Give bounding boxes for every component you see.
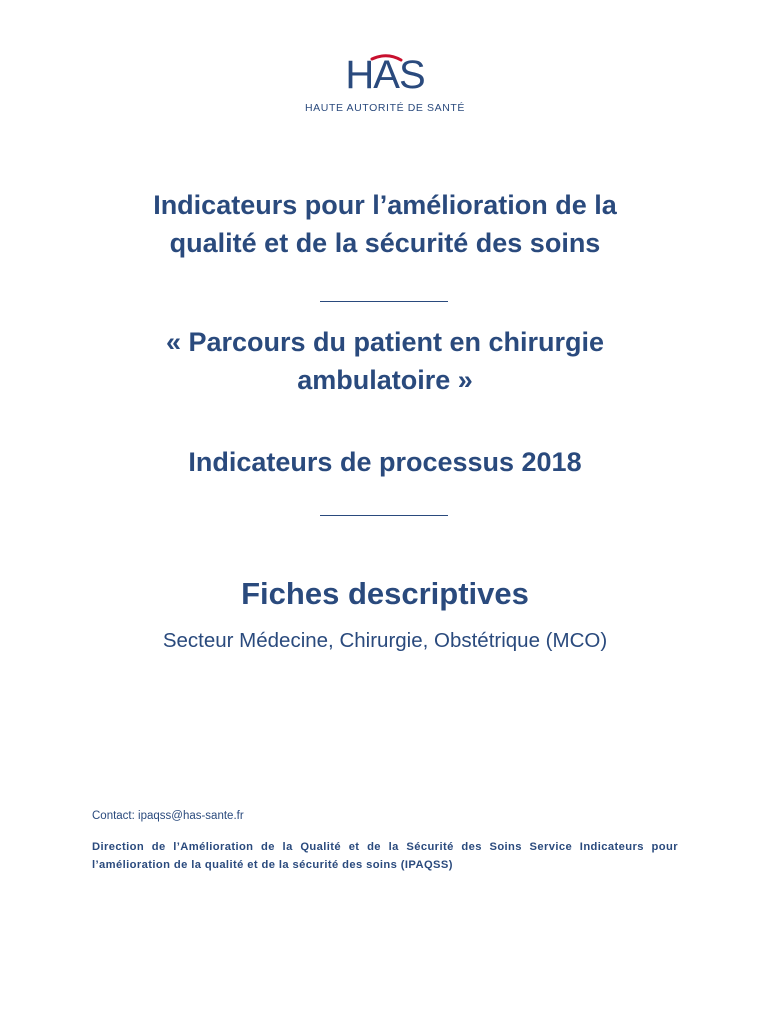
has-logo-mark: [335, 50, 435, 98]
logo-tagline: HAUTE AUTORITÉ DE SANTÉ: [304, 102, 466, 114]
fiches-title: Fiches descriptives: [241, 576, 529, 611]
has-logo: [0, 50, 770, 114]
divider-rule: [320, 515, 448, 516]
subtitle-line-1: « Parcours du patient en chirurgie: [165, 327, 605, 357]
has-wordmark: HAS: [345, 53, 425, 97]
direction-line-1: Direction de l’Amélioration de la Qualité et de la Sécurité des Soins Service Indicateurs pour: [92, 841, 678, 853]
document-title: [60, 186, 710, 262]
direction-line-2: l’amélioration de la qualité et de la sécurité des soins (IPAQSS): [92, 859, 453, 871]
contact-line: Contact: ipaqss@has-sante.fr: [92, 810, 244, 822]
process-title: Indicateurs de processus 2018: [188, 447, 582, 477]
document-subtitle: [60, 323, 710, 399]
subtitle-line-2: ambulatoire »: [297, 365, 473, 395]
divider-rule: [320, 301, 448, 302]
title-line-1: Indicateurs pour l’amélioration de la: [153, 190, 617, 220]
sector-label: Secteur Médecine, Chirurgie, Obstétrique (MCO): [162, 629, 608, 652]
title-line-2: qualité et de la sécurité des soins: [169, 228, 601, 258]
direction-text: [92, 838, 678, 874]
